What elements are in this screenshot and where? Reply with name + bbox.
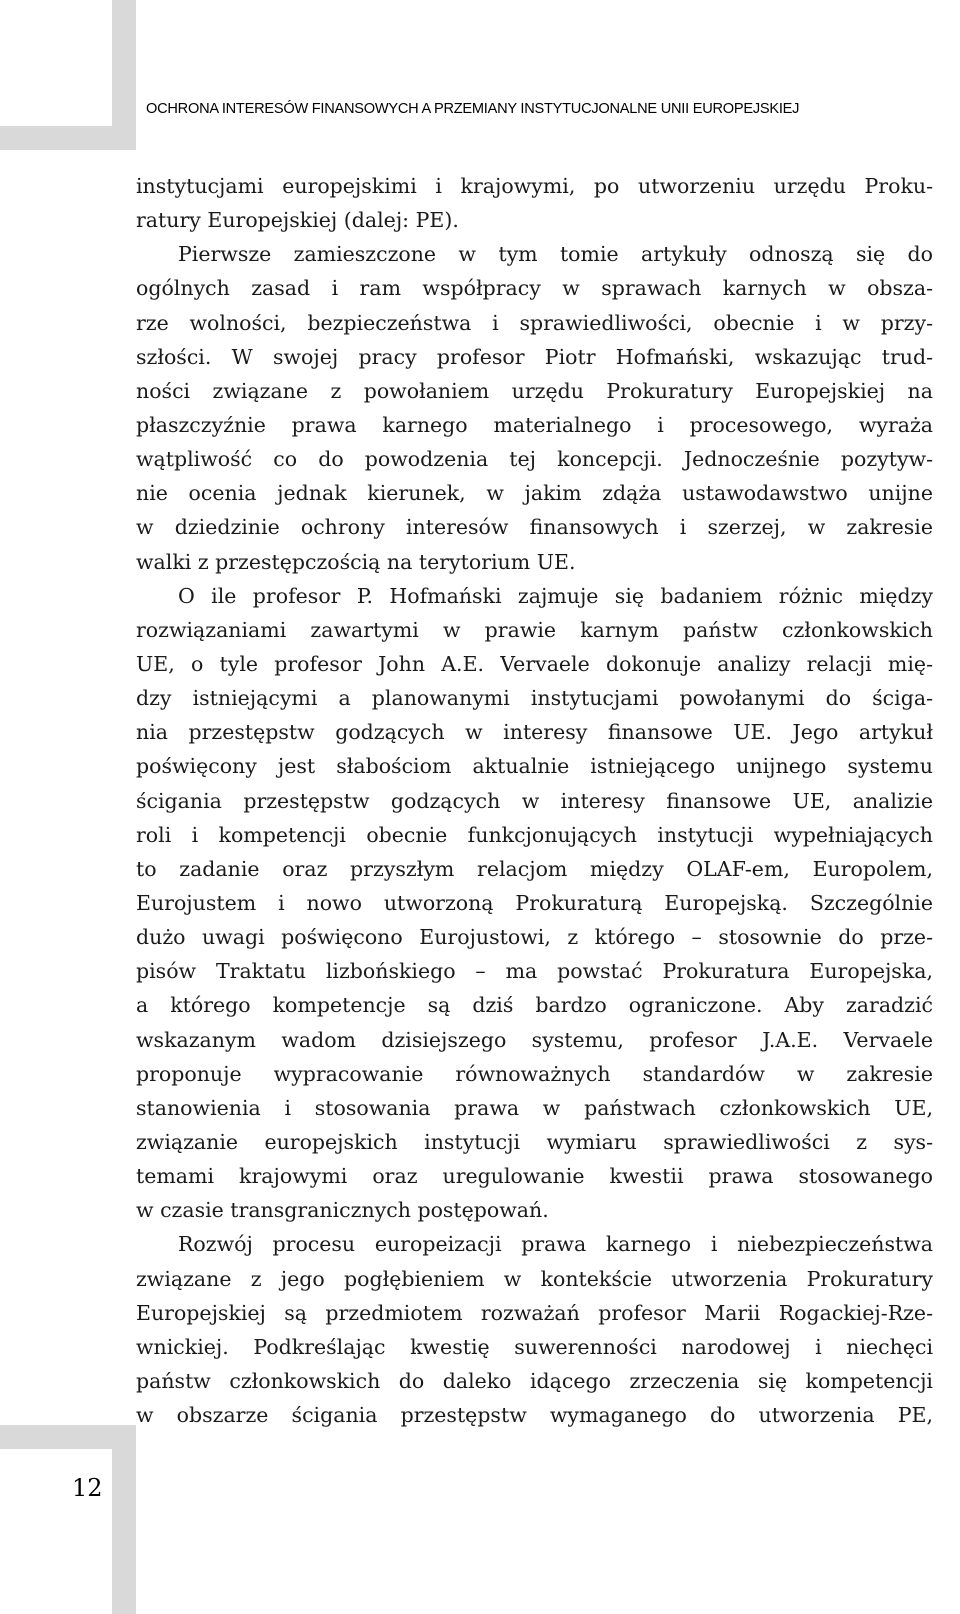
text-line: wątpliwość co do powodzenia tej koncepcji. Jednocześnie pozytyw- [136,447,933,472]
text-line: nia przestępstw godzących w interesy finansowe UE. Jego artykuł [136,720,933,745]
text-line: w czasie transgranicznych postępowań. [136,1198,549,1223]
text-line: pisów Traktatu lizbońskiego – ma powstać Prokuratura Europejska, [136,959,933,984]
text-line: w dziedzinie ochrony interesów finansowych i szerzej, w zakresie [136,515,933,540]
text-line: walki z przestępczością na terytorium UE. [136,549,576,574]
text-line: poświęcony jest słabościom aktualnie istniejącego unijnego systemu [136,754,933,779]
text-line: ności związane z powołaniem urzędu Prokuratury Europejskiej na [136,378,933,403]
text-line: wnickiej. Podkreślając kwestię suwerenności narodowej i niechęci [136,1334,933,1359]
text-line: płaszczyźnie prawa karnego materialnego i procesowego, wyraża [136,412,933,437]
decorative-bottom-bar [112,1425,136,1614]
text-line: wskazanym wadom dzisiejszego systemu, profesor J.A.E. Vervaele [136,1027,933,1052]
text-line: Eurojustem i nowo utworzoną Prokuraturą Europejską. Szczególnie [136,890,933,915]
text-line: Pierwsze zamieszczone w tym tomie artykuły odnoszą się do [178,242,933,267]
text-line: temami krajowymi oraz uregulowanie kwestii prawa stosowanego [136,1164,933,1189]
running-header: OCHRONA INTERESÓW FINANSOWYCH A PRZEMIANY INSTYTUCJONALNE UNII EUROPEJSKIEJ [146,101,800,117]
text-line: ratury Europejskiej (dalej: PE). [136,208,459,233]
text-line: Europejskiej są przedmiotem rozważań profesor Marii Rogackiej-Rze- [136,1300,933,1325]
text-line: nie ocenia jednak kierunek, w jakim zdąża ustawodawstwo unijne [136,481,933,506]
text-line: stanowienia i stosowania prawa w państwach członkowskich UE, [136,1095,933,1120]
text-line: Rozwój procesu europeizacji prawa karnego i niebezpieczeństwa [178,1232,933,1257]
decorative-bottom-rule [0,1425,112,1449]
text-line: rozwiązaniami zawartymi w prawie karnym państw członkowskich [136,617,933,642]
text-line: a którego kompetencje są dziś bardzo ograniczone. Aby zaradzić [136,993,933,1018]
text-line: związanie europejskich instytucji wymiaru sprawiedliwości z sys- [136,1129,933,1154]
text-line: instytucjami europejskimi i krajowymi, po utworzeniu urzędu Proku- [136,174,933,198]
text-line: państw członkowskich do daleko idącego zrzeczenia się kompetencji [136,1368,933,1393]
text-line: ogólnych zasad i ram współpracy w sprawach karnych w obsza- [136,276,933,301]
body-text [136,169,933,1432]
text-line: rze wolności, bezpieczeństwa i sprawiedliwości, obecnie i w przy- [136,310,933,335]
text-line: ścigania przestępstw godzących w interesy finansowe UE, analizie [136,788,933,813]
text-line: dużo uwagi poświęcono Eurojustowi, z którego – stosownie do prze- [136,925,933,950]
page-number: 12 [72,1474,103,1502]
text-line: UE, o tyle profesor John A.E. Vervaele dokonuje analizy relacji mię- [136,651,933,676]
text-line: roli i kompetencji obecnie funkcjonujących instytucji wypełniających [136,822,933,847]
text-line: szłości. W swojej pracy profesor Piotr Hofmański, wskazując trud- [136,344,933,369]
text-line: dzy istniejącymi a planowanymi instytucjami powołanymi do ściga- [136,686,933,711]
text-line: to zadanie oraz przyszłym relacjom między OLAF-em, Europolem, [136,856,933,881]
decorative-top-rule [0,126,112,150]
decorative-top-bar [112,0,136,150]
text-line: proponuje wypracowanie równoważnych standardów w zakresie [136,1061,933,1086]
text-line: O ile profesor P. Hofmański zajmuje się badaniem różnic między [178,583,933,608]
text-line: w obszarze ścigania przestępstw wymaganego do utworzenia PE, [136,1403,933,1428]
text-line: związane z jego pogłębieniem w kontekście utworzenia Prokuratury [136,1266,933,1291]
